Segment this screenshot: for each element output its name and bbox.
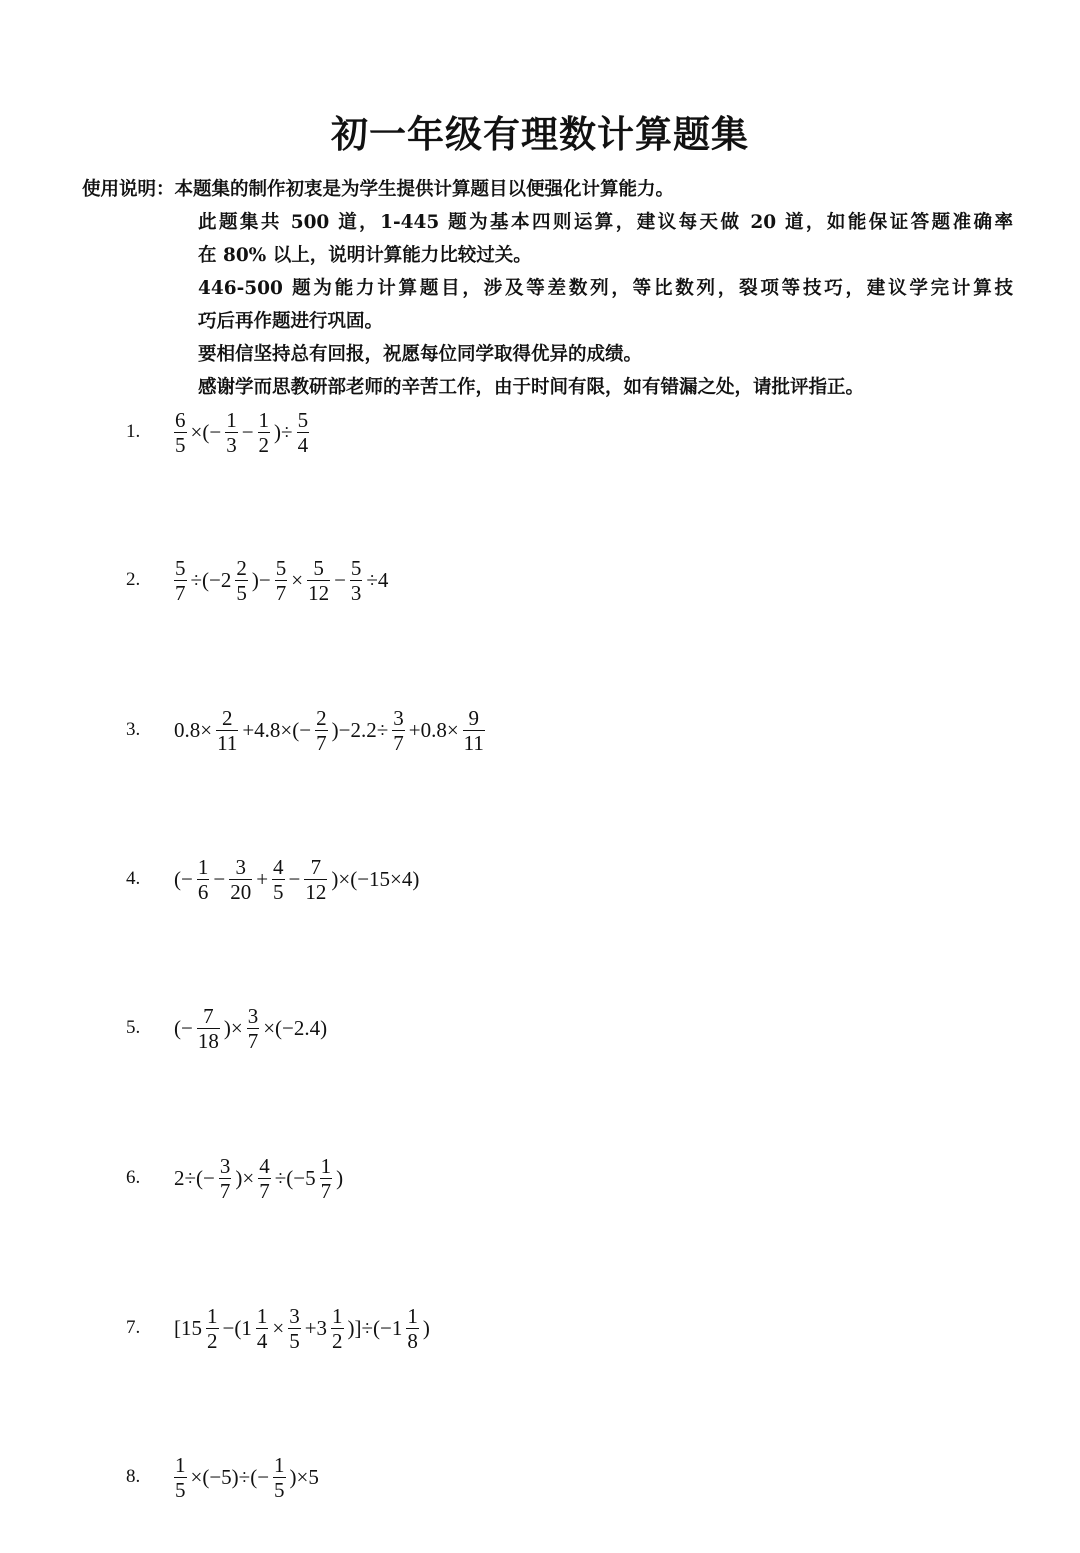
denominator: 7 [219, 1178, 231, 1203]
problem-number: 1. [126, 421, 141, 442]
expression-text: )÷ [274, 419, 293, 444]
intro-line: 此题集共 500 道，1-445 题为基本四则运算，建议每天做 20 道，如能保证答题准确率 [198, 212, 1013, 233]
denominator: 11 [463, 730, 484, 755]
problem-6 [126, 1148, 345, 1208]
expression-text: )×5 [289, 1464, 319, 1489]
expression-text: +0.8× [408, 717, 459, 742]
denominator: 5 [289, 1328, 300, 1353]
expression-text: ×(−5)÷(− [190, 1464, 270, 1489]
numerator: 1 [407, 1303, 418, 1328]
fraction [235, 557, 248, 604]
numerator: 7 [310, 854, 322, 879]
problem-7 [126, 1298, 432, 1358]
expression-text: [15 [174, 1315, 202, 1340]
numerator: 4 [259, 1153, 270, 1178]
expression-text: )− [251, 567, 271, 592]
numerator: 2 [221, 705, 233, 730]
denominator: 11 [217, 730, 238, 755]
fraction [219, 1155, 232, 1202]
fraction [315, 707, 328, 754]
fraction [174, 1454, 187, 1501]
numerator: 9 [468, 705, 480, 730]
problem-8 [126, 1447, 321, 1507]
problem-expression [172, 1305, 432, 1352]
problem-5 [126, 998, 329, 1058]
problem-number: 3. [126, 719, 141, 740]
fraction [206, 1305, 219, 1352]
denominator: 7 [247, 1028, 259, 1053]
usage-instructions [82, 176, 1032, 407]
numerator: 2 [236, 555, 247, 580]
fraction [247, 1005, 260, 1052]
problem-3 [126, 700, 487, 760]
fraction [350, 557, 363, 604]
expression-text: 0.8× [174, 717, 213, 742]
denominator: 8 [407, 1328, 418, 1353]
fraction [174, 409, 187, 456]
denominator: 2 [207, 1328, 218, 1353]
denominator: 2 [258, 432, 270, 457]
expression-text: −(1 [222, 1315, 252, 1340]
numerator: 1 [207, 1303, 218, 1328]
expression-text: (− [174, 1015, 193, 1040]
expression-text: ) [336, 1165, 344, 1190]
denominator: 2 [332, 1328, 343, 1353]
numerator: 4 [273, 854, 284, 879]
denominator: 7 [393, 730, 404, 755]
numerator: 1 [320, 1153, 332, 1178]
fraction [256, 1305, 269, 1352]
numerator: 6 [175, 407, 186, 432]
problem-number: 5. [126, 1017, 141, 1038]
numerator: 1 [332, 1303, 343, 1328]
numerator: 2 [316, 705, 327, 730]
problem-expression [172, 707, 487, 754]
denominator: 5 [236, 580, 247, 605]
expression-text: − [334, 567, 346, 592]
expression-text: ÷(−5 [274, 1165, 316, 1190]
expression-text: )× [223, 1015, 243, 1040]
intro-paragraphs [198, 209, 1013, 407]
denominator: 7 [175, 580, 186, 605]
numerator: 7 [203, 1003, 214, 1028]
denominator: 20 [230, 879, 252, 904]
expression-text: × [272, 1315, 285, 1340]
fraction [197, 856, 210, 903]
fraction [275, 557, 288, 604]
fraction [392, 707, 405, 754]
denominator: 7 [320, 1178, 332, 1203]
problem-number: 7. [126, 1317, 141, 1338]
intro-line: 在 80% 以上，说明计算能力比较过关。 [198, 245, 532, 266]
problem-expression [172, 1005, 329, 1052]
intro-line: 感谢学而思教研部老师的辛苦工作，由于时间有限，如有错漏之处，请批评指正。 [198, 377, 865, 398]
expression-text: − [213, 866, 226, 891]
numerator: 3 [393, 705, 404, 730]
expression-text: ÷4 [366, 567, 389, 592]
fraction [307, 557, 330, 604]
fraction [273, 1454, 286, 1501]
denominator: 3 [350, 580, 362, 605]
numerator: 5 [313, 555, 324, 580]
page-title: 初一年级有理数计算题集 [331, 113, 749, 156]
expression-text: − [288, 866, 301, 891]
fraction [225, 409, 238, 456]
expression-text: (− [174, 866, 193, 891]
problem-number: 8. [126, 1466, 141, 1487]
numerator: 3 [289, 1303, 300, 1328]
fraction [297, 409, 310, 456]
denominator: 18 [197, 1028, 219, 1053]
problem-expression [172, 409, 311, 456]
numerator: 3 [235, 854, 246, 879]
problem-expression [172, 1454, 321, 1501]
expression-text: + [256, 866, 269, 891]
denominator: 5 [175, 432, 186, 457]
fraction [272, 856, 285, 903]
numerator: 1 [197, 854, 209, 879]
fraction [197, 1005, 220, 1052]
intro-line: 446-500 题为能力计算题目，涉及等差数列，等比数列，裂项等技巧，建议学完计算技 [198, 278, 1013, 299]
expression-text: )]÷(−1 [347, 1315, 403, 1340]
expression-text: )×(−15×4) [331, 866, 420, 891]
intro-line: 巧后再作题进行巩固。 [198, 311, 384, 332]
denominator: 4 [297, 432, 309, 457]
denominator: 12 [308, 580, 330, 605]
fraction [174, 557, 187, 604]
fraction [216, 707, 238, 754]
denominator: 7 [259, 1178, 270, 1203]
expression-text: ÷(−2 [190, 567, 232, 592]
expression-text: )−2.2÷ [331, 717, 389, 742]
expression-text: 2÷(− [174, 1165, 215, 1190]
intro-first-line: 使用说明：本题集的制作初衷是为学生提供计算题目以便强化计算能力。 [82, 179, 675, 200]
problem-expression [172, 557, 390, 604]
fraction [463, 707, 485, 754]
fraction [229, 856, 252, 903]
denominator: 6 [197, 879, 209, 904]
denominator: 5 [175, 1477, 186, 1502]
denominator: 12 [305, 879, 327, 904]
problem-number: 6. [126, 1167, 141, 1188]
numerator: 3 [247, 1003, 259, 1028]
denominator: 7 [316, 730, 327, 755]
expression-text: )× [235, 1165, 255, 1190]
problem-expression [172, 856, 421, 903]
denominator: 3 [226, 432, 237, 457]
problem-2 [126, 550, 390, 610]
numerator: 5 [175, 555, 186, 580]
denominator: 4 [256, 1328, 268, 1353]
numerator: 1 [175, 1452, 186, 1477]
denominator: 5 [273, 879, 284, 904]
expression-text: +3 [304, 1315, 328, 1340]
expression-text: ×(− [190, 419, 222, 444]
problem-number: 2. [126, 569, 141, 590]
fraction [331, 1305, 344, 1352]
fraction [320, 1155, 333, 1202]
expression-text: ) [422, 1315, 430, 1340]
problem-number: 4. [126, 868, 141, 889]
problem-expression [172, 1155, 345, 1202]
expression-text: ×(−2.4) [263, 1015, 328, 1040]
intro-line: 要相信坚持总有回报，祝愿每位同学取得优异的成绩。 [198, 344, 643, 365]
numerator: 1 [256, 1303, 268, 1328]
numerator: 5 [297, 407, 309, 432]
fraction [304, 856, 327, 903]
fraction [258, 409, 271, 456]
numerator: 5 [350, 555, 362, 580]
expression-text: × [291, 567, 304, 592]
numerator: 1 [274, 1452, 285, 1477]
fraction [288, 1305, 301, 1352]
numerator: 3 [219, 1153, 231, 1178]
denominator: 7 [275, 580, 287, 605]
numerator: 5 [275, 555, 287, 580]
denominator: 5 [274, 1477, 285, 1502]
numerator: 1 [226, 407, 237, 432]
fraction [406, 1305, 419, 1352]
fraction [258, 1155, 271, 1202]
problem-1 [126, 402, 311, 462]
expression-text: +4.8×(− [242, 717, 312, 742]
expression-text: − [241, 419, 254, 444]
numerator: 1 [258, 407, 270, 432]
problem-4 [126, 849, 421, 909]
